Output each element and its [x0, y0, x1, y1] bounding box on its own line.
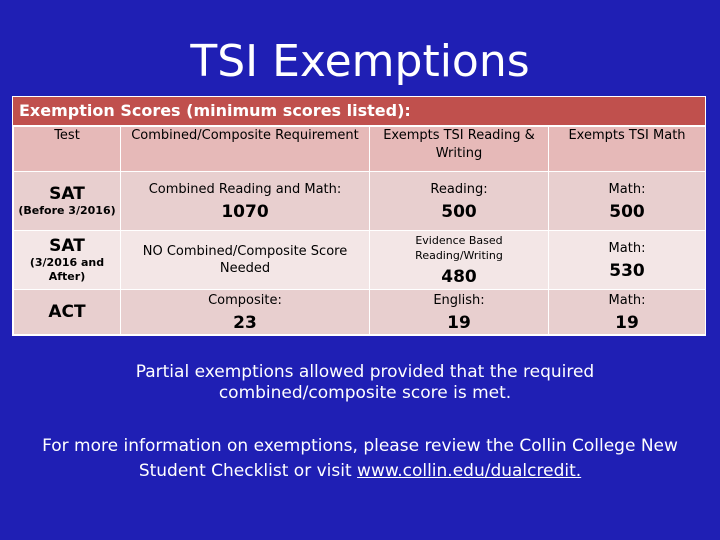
reading-writing-label: Reading:: [430, 181, 488, 197]
reading-writing-value: 480: [441, 267, 477, 287]
test-date-range: (3/2016 and After): [29, 256, 105, 283]
math-value: 19: [615, 312, 639, 333]
test-name: SAT: [49, 236, 85, 256]
math-value: 500: [609, 201, 645, 222]
reading-writing-cell: [370, 172, 548, 230]
table-header-row: [14, 127, 705, 171]
test-cell: [14, 231, 120, 289]
math-value: 530: [609, 260, 645, 281]
test-cell: [14, 290, 120, 334]
combined-label: NO Combined/Composite Score Needed: [142, 244, 348, 276]
column-header-test: Test: [14, 127, 120, 171]
math-label: Math:: [608, 292, 646, 308]
math-cell: [549, 290, 705, 334]
dual-credit-link[interactable]: www.collin.edu/dualcredit.: [357, 461, 582, 481]
column-header-math: Exempts TSI Math: [549, 127, 705, 171]
test-name: ACT: [48, 302, 86, 322]
combined-cell: [121, 172, 369, 230]
combined-value: 23: [233, 312, 257, 333]
test-date-range: (Before 3/2016): [18, 204, 116, 217]
exemption-table: [12, 96, 706, 336]
table-banner: Exemption Scores (minimum scores listed):: [13, 97, 705, 125]
scores-table: [13, 126, 706, 335]
math-cell: [549, 172, 705, 230]
page-title: TSI Exemptions: [190, 36, 530, 87]
math-label: Math:: [608, 240, 646, 256]
more-info-text: For more information on exemptions, please review the Collin College New Student Checklist or visit: [42, 436, 678, 481]
combined-value: 1070: [221, 201, 269, 222]
column-header-combined: Combined/Composite Requirement: [121, 127, 369, 171]
math-cell: [549, 231, 705, 289]
reading-writing-label: Evidence Based Reading/Writing: [415, 234, 503, 262]
reading-writing-cell: [370, 290, 548, 334]
test-cell: [14, 172, 120, 230]
reading-writing-cell: [370, 231, 548, 289]
math-label: Math:: [608, 181, 646, 197]
combined-label: Combined Reading and Math:: [148, 181, 342, 197]
reading-writing-label: English:: [433, 292, 485, 308]
combined-cell: [121, 231, 369, 289]
reading-writing-value: 19: [447, 312, 471, 333]
column-header-reading-writing: Exempts TSI Reading & Writing: [370, 127, 548, 171]
table-row: [14, 172, 705, 230]
table-row: [14, 290, 705, 334]
table-row: [14, 231, 705, 289]
test-name: SAT: [49, 184, 85, 204]
more-info: [20, 434, 700, 484]
combined-cell: [121, 290, 369, 334]
combined-label: Composite:: [208, 292, 282, 308]
partial-exemption-note: Partial exemptions allowed provided that the required combined/composite score is met.: [135, 362, 595, 403]
reading-writing-value: 500: [441, 201, 477, 222]
